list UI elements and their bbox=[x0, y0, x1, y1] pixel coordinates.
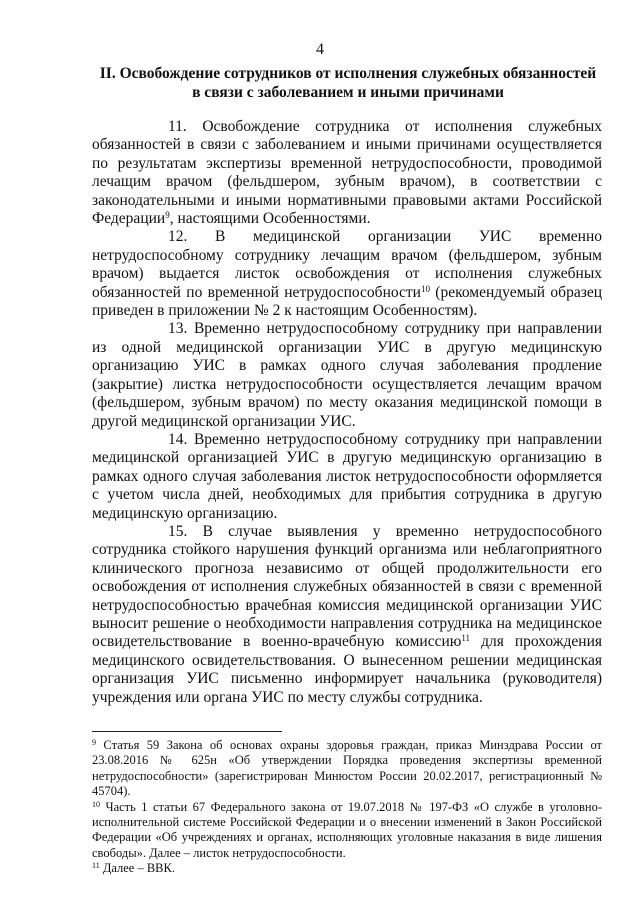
footnote-reference: 9 bbox=[165, 210, 170, 221]
paragraph-13 bbox=[92, 320, 602, 430]
paragraph-text: Временно нетрудоспособному сотруднику при направлении из одной медицинской организации УИС в другую медицинскую организацию УИС в рамках одного случая заболевания продление (закрытие) листка нетрудоспособности осуществляется лечащим врачом (фельдшером, зубным врачом) по месту оказания медицинской помощи в другой медицинской организации УИС. bbox=[92, 320, 603, 430]
footnote-text: Статья 59 Закона об основах охраны здоровья граждан, приказ Минздрава России от 23.08.2016 № 625н «Об утверждении Порядка проведения экспертизы временной нетрудоспособности» (зарегистрирован Минюстом России 20.02.2017, регистрационный № 45704). bbox=[92, 738, 602, 799]
footnote-divider bbox=[92, 731, 282, 732]
body-text bbox=[92, 118, 602, 707]
footnote-text: Часть 1 статьи 67 Федерального закона от 19.07.2018 № 197-ФЗ «О службе в уголовно-исполнительной системе Российской Федерации и о внесении изменений в Закон Российской Федерации «Об учреждениях и органах, исполняющих уголовные наказания в виде лишения свободы». Далее – листок нетрудоспособности. bbox=[92, 799, 602, 860]
paragraph-text: В медицинской организации УИС временно нетрудоспособному сотруднику лечащим врачом (фельдшером, зубным врачом) выдается листок освобождения от исполнения служебных обязанностей по временной нетрудоспособности bbox=[92, 228, 602, 301]
paragraph-number: 14. bbox=[168, 430, 188, 448]
paragraph-text: Временно нетрудоспособному сотруднику при направлении медицинской организацией УИС в другую медицинскую организацию в рамках одного случая заболевания листок нетрудоспособности оформляется с учетом числа дней, необходимых для прибытия сотрудника в другую медицинскую организацию. bbox=[92, 430, 603, 522]
paragraph-text-continued: (рекомендуемый образец приведен в приложении № 2 к настоящим Особенностям). bbox=[92, 283, 602, 320]
footnote-reference: 10 bbox=[420, 283, 430, 294]
page-number: 4 bbox=[316, 41, 324, 58]
paragraph-text: В случае выявления у временно нетрудоспособного сотрудника стойкого нарушения функций организма или неблагоприятного клинического прогноза независимо от общей продолжительности его освобождения от исполнения служебных обязанностей в связи с временной нетрудоспособностью врачебная комиссия медицинской организации УИС выносит решение о необходимости направления сотрудника на медицинское освидетельствование в военно-врачебную комиссию bbox=[92, 522, 603, 651]
paragraph-number: 12. bbox=[168, 228, 188, 246]
footnotes bbox=[92, 738, 602, 877]
section-title-line-1: II. Освобождение сотрудников от исполнения служебных обязанностей bbox=[99, 65, 597, 82]
paragraph-15 bbox=[92, 523, 602, 707]
paragraph-text-continued: для прохождения медицинского освидетельствования. О вынесенном решении медицинская организация УИС письменно информирует начальника (руководителя) учреждения или органа УИС по месту службы сотрудника. bbox=[92, 633, 602, 706]
paragraph-text-continued: , настоящими Особенностями. bbox=[169, 210, 371, 228]
paragraph-number: 11. bbox=[168, 118, 187, 135]
paragraph-number: 15. bbox=[168, 522, 188, 540]
paragraph-12 bbox=[92, 228, 602, 320]
footnote-9 bbox=[92, 738, 602, 800]
paragraph-14 bbox=[92, 431, 602, 523]
footnote-11 bbox=[92, 861, 602, 876]
section-title bbox=[96, 64, 600, 102]
footnote-mark: 10 bbox=[92, 799, 100, 809]
footnote-mark: 9 bbox=[92, 738, 96, 747]
paragraph-number: 13. bbox=[168, 320, 188, 338]
footnote-10 bbox=[92, 800, 602, 862]
section-title-line-2: в связи с заболеванием и иными причинами bbox=[192, 84, 504, 101]
footnote-reference: 11 bbox=[461, 633, 471, 644]
paragraph-text: Освобождение сотрудника от исполнения служебных обязанностей в связи с заболеванием и иными причинами осуществляется по результатам экспертизы временной нетрудоспособности, проводимой лечащим врачом (фельдшером, зубным врачом), в соответствии с законодательными и иными нормативными правовыми актами Российской Федерации bbox=[92, 118, 602, 228]
paragraph-11 bbox=[92, 118, 602, 228]
footnote-mark: 11 bbox=[92, 861, 100, 871]
footnote-text: Далее – ВВК. bbox=[99, 861, 175, 876]
